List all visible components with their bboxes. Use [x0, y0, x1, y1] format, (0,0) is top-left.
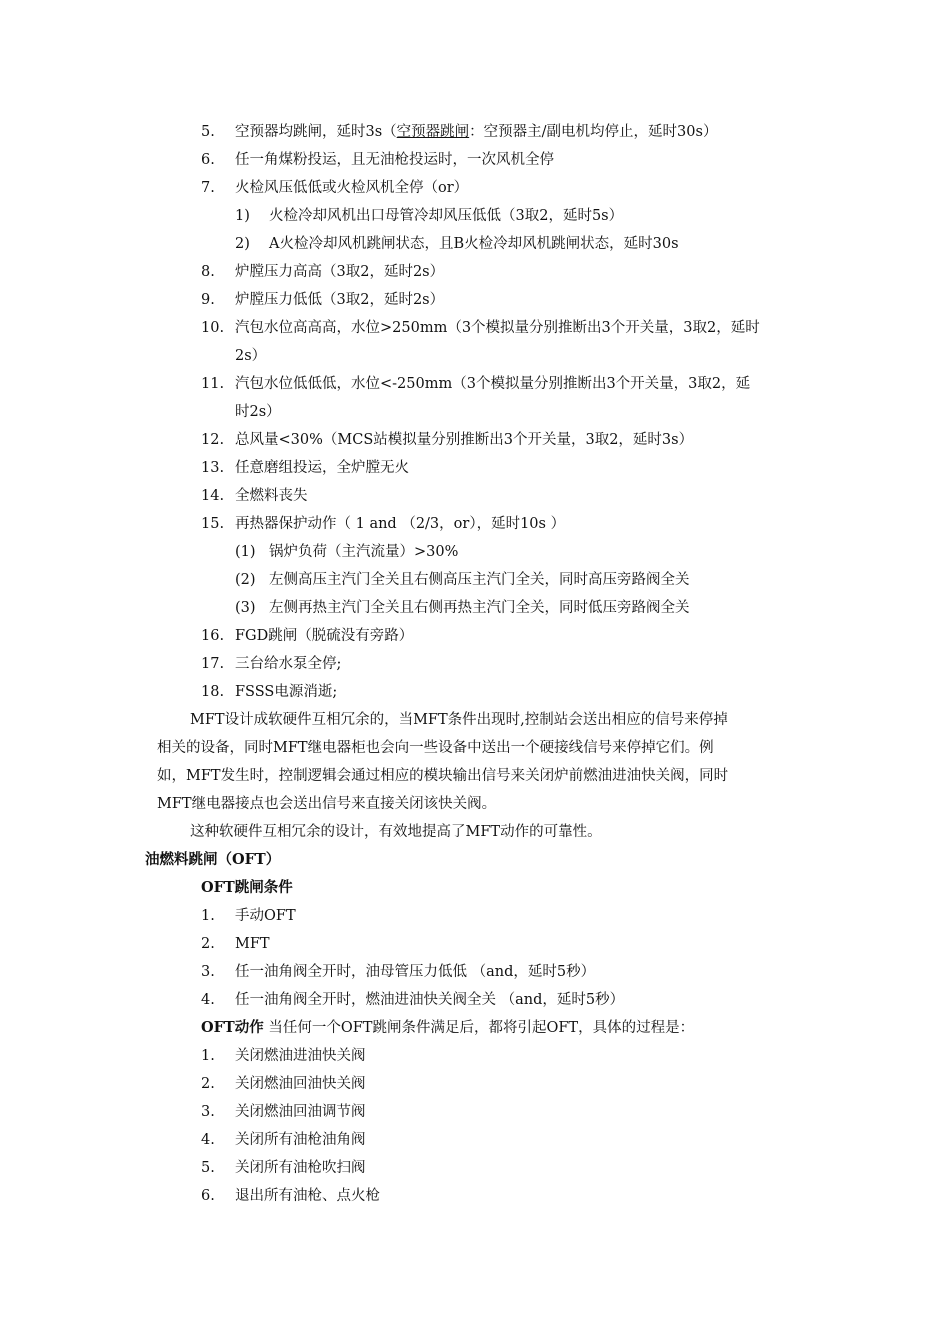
list-item: [201, 318, 760, 338]
list-item: [201, 654, 341, 674]
list-item: [201, 962, 595, 982]
sub-list-item: [235, 570, 690, 590]
item-text: 总风量<30%（MCS站模拟量分别推断出3个开关量，3取2，延时3s）: [235, 432, 694, 448]
list-item: [201, 150, 554, 170]
oft-action-label: OFT动作: [201, 1019, 264, 1036]
sub-item-text: 左侧再热主汽门全关且右侧再热主汽门全关，同时低压旁路阀全关: [269, 600, 690, 616]
list-item: [201, 934, 270, 954]
item-number: 2.: [201, 936, 215, 952]
paragraph-line: 这种软硬件互相冗余的设计，有效地提高了MFT动作的可靠性。: [190, 824, 602, 840]
item-text: 再热器保护动作（ 1 and （2/3，or），延时10s ）: [235, 516, 566, 532]
item-number: 17.: [201, 656, 225, 672]
item-text: 全燃料丧失: [235, 488, 308, 504]
list-item: [201, 178, 468, 198]
item-text: FSSS电源消逝;: [235, 684, 338, 700]
sub-item-text: 锅炉负荷（主汽流量）>30%: [269, 544, 459, 560]
list-item: [201, 458, 409, 478]
item-text: FGD跳闸（脱硫没有旁路）: [235, 628, 414, 644]
list-item: [201, 1046, 366, 1066]
sub-item-text: A火检冷却风机跳闸状态，且B火检冷却风机跳闸状态，延时30s: [269, 236, 679, 252]
list-item: [201, 290, 444, 310]
sub-item-number: (3): [235, 600, 256, 616]
list-item: [201, 514, 565, 534]
sub-list-item: [235, 542, 458, 562]
list-item: [201, 682, 337, 702]
item-text: ：空预器主/副电机均停止，延时30s）: [469, 124, 718, 140]
underlined-term: 空预器跳闸: [396, 124, 470, 140]
item-number: 3.: [201, 1104, 215, 1120]
item-text: 任意磨组投运，全炉膛无火: [235, 460, 409, 476]
item-text: 关闭所有油枪油角阀: [235, 1132, 366, 1148]
list-item: [201, 1074, 366, 1094]
item-text: 任一角煤粉投运，且无油枪投运时，一次风机全停: [235, 152, 554, 168]
item-text: 关闭所有油枪吹扫阀: [235, 1160, 366, 1176]
subsection-heading: OFT跳闸条件: [201, 879, 293, 896]
list-item: [201, 1102, 366, 1122]
list-item: [201, 906, 296, 926]
item-number: 11.: [201, 376, 225, 392]
item-text: 关闭燃油回油快关阀: [235, 1076, 366, 1092]
sub-list-item: [235, 234, 679, 254]
item-number: 5.: [201, 1160, 215, 1176]
item-text: 空预器均跳闸，延时3s（: [235, 124, 397, 140]
sub-item-number: 1): [235, 208, 250, 224]
list-item: [201, 1186, 380, 1206]
item-number: 6.: [201, 152, 215, 168]
sub-item-number: (1): [235, 544, 256, 560]
item-number: 7.: [201, 180, 215, 196]
sub-item-number: (2): [235, 572, 256, 588]
item-number: 1.: [201, 1048, 215, 1064]
item-number: 16.: [201, 628, 225, 644]
sub-item-number: 2): [235, 236, 250, 252]
list-item: [201, 626, 413, 646]
oft-action-text: 当任何一个OFT跳闸条件满足后，都将引起OFT，具体的过程是：: [263, 1020, 695, 1036]
item-number: 9.: [201, 292, 215, 308]
paragraph-line: MFT继电器接点也会送出信号来直接关闭该快关阀。: [157, 796, 497, 812]
paragraph-line: 如，MFT发生时，控制逻辑会通过相应的模块输出信号来关闭炉前燃油进油快关阀，同时: [157, 768, 729, 784]
item-text: 关闭燃油进油快关阀: [235, 1048, 366, 1064]
list-item: [201, 486, 308, 506]
section-heading: 油燃料跳闸（OFT）: [145, 851, 281, 868]
sub-item-text: 火检冷却风机出口母管冷却风压低低（3取2，延时5s）: [269, 208, 624, 224]
item-text: 火检风压低低或火检风机全停（or）: [235, 180, 469, 196]
list-item: [201, 1130, 366, 1150]
sub-list-item: [235, 598, 690, 618]
item-number: 2.: [201, 1076, 215, 1092]
item-number: 13.: [201, 460, 225, 476]
item-number: 18.: [201, 684, 225, 700]
list-item: [201, 1158, 366, 1178]
list-item-continuation: 时2s）: [235, 404, 281, 420]
list-item: [201, 374, 750, 394]
item-text: 任一油角阀全开时，燃油进油快关阀全关 （and，延时5秒）: [235, 992, 625, 1008]
paragraph-line: 相关的设备，同时MFT继电器柜也会向一些设备中送出一个硬接线信号来停掉它们。例: [157, 740, 714, 756]
oft-action-line: [201, 1018, 694, 1038]
item-number: 14.: [201, 488, 225, 504]
list-item-continuation: 2s）: [235, 348, 267, 364]
list-item: [201, 990, 624, 1010]
item-text: 关闭燃油回油调节阀: [235, 1104, 366, 1120]
sub-item-text: 左侧高压主汽门全关且右侧高压主汽门全关，同时高压旁路阀全关: [269, 572, 690, 588]
item-text: 三台给水泵全停;: [235, 656, 342, 672]
item-number: 6.: [201, 1188, 215, 1204]
item-number: 4.: [201, 992, 215, 1008]
item-number: 15.: [201, 516, 225, 532]
list-item: [201, 122, 717, 142]
item-number: 10.: [201, 320, 225, 336]
item-text: 退出所有油枪、点火枪: [235, 1188, 380, 1204]
item-text: 任一油角阀全开时，油母管压力低低 （and，延时5秒）: [235, 964, 596, 980]
item-number: 4.: [201, 1132, 215, 1148]
sub-list-item: [235, 206, 623, 226]
item-text: 炉膛压力低低（3取2，延时2s）: [235, 292, 445, 308]
item-number: 1.: [201, 908, 215, 924]
list-item: [201, 262, 444, 282]
item-text: MFT: [235, 936, 270, 952]
item-text: 手动OFT: [235, 908, 296, 924]
item-text: 汽包水位高高高，水位>250mm（3个模拟量分别推断出3个开关量，3取2，延时: [235, 320, 760, 336]
item-text: 汽包水位低低低，水位<-250mm（3个模拟量分别推断出3个开关量，3取2，延: [235, 376, 751, 392]
item-number: 3.: [201, 964, 215, 980]
item-text: 炉膛压力高高（3取2，延时2s）: [235, 264, 445, 280]
item-number: 12.: [201, 432, 225, 448]
paragraph-line: MFT设计成软硬件互相冗余的，当MFT条件出现时,控制站会送出相应的信号来停掉: [190, 712, 728, 728]
item-number: 5.: [201, 124, 215, 140]
item-number: 8.: [201, 264, 215, 280]
list-item: [201, 430, 693, 450]
